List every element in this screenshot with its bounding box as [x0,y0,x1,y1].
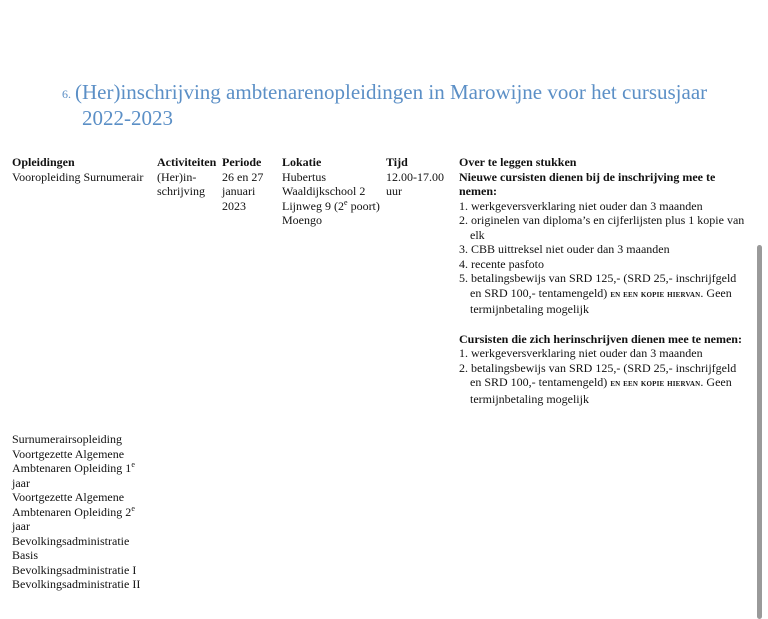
column-activiteiten [157,155,225,199]
lokatie-address-start: Lijnweg 9 (2 [282,198,344,213]
course-name: Bevolkingsadministratie I [12,562,137,577]
header-opleidingen: Opleidingen [12,155,75,169]
course-item [12,432,152,447]
list-item [459,271,749,317]
lokatie-superscript: e [344,197,348,207]
course-name: Bevolkingsadministratie II [12,577,141,591]
list-item: 3. CBB uittreksel niet ouder dan 3 maanden [459,242,670,256]
cell-opleiding: Vooropleiding Surnumerair [12,169,144,184]
payment-note: . Geen termijnbetaling mogelijk [470,285,732,316]
new-students-title: Nieuwe cursisten dienen bij de inschrijving mee te nemen: [459,169,716,198]
course-superscript: e [131,460,135,469]
lokatie-address-end: poort) [347,198,380,213]
payment-note: . Geen termijnbetaling mogelijk [470,375,732,406]
cell-periode-line-2: januari [222,184,256,198]
column-periode [222,155,282,213]
copy-emphasis: en een kopie hiervan [610,378,701,389]
column-tijd [386,155,456,199]
cell-activiteit-line-2: schrijving [157,184,205,198]
header-tijd: Tijd [386,155,408,169]
section-number: 6. [62,87,71,101]
course-name: Voortgezette Algemene Ambtenaren Opleiding 1 [12,446,132,475]
list-item: 1. werkgeversverklaring niet ouder dan 3 maanden [459,198,703,213]
list-item [459,361,749,407]
course-name: Surnumerairsopleiding [12,432,122,446]
section-heading [62,80,752,130]
column-opleidingen [12,155,157,184]
cell-periode-line-3: 2023 [222,198,246,213]
cell-lokatie-line-1: Hubertus [282,169,326,184]
course-item [12,577,152,592]
course-list [12,432,152,592]
copy-emphasis: en een kopie hiervan [610,288,701,300]
course-superscript: e [131,503,135,513]
course-suffix: jaar [12,519,30,533]
cell-lokatie-line-2: Waaldijkschool 2 [282,184,366,198]
cell-activiteit-line-1: (Her)in- [157,169,197,184]
new-students-list [459,199,749,317]
header-lokatie: Lokatie [282,155,322,169]
course-suffix: jaar [12,475,30,490]
course-name: Voortgezette Algemene Ambtenaren Opleiding 2 [12,490,132,519]
heading-line-1: (Her)inschrijving ambtenarenopleidingen in Marowijne voor het cursusjaar [75,80,708,104]
cell-tijd-line-2: uur [386,184,402,198]
list-item: 2. originelen van diploma’s en cijferlijsten plus 1 kopie van elk [459,213,745,242]
column-stukken [459,155,749,406]
cell-lokatie-line-3 [282,199,387,214]
course-item [12,447,152,491]
header-stukken: Over te leggen stukken [459,155,577,169]
list-item: 4. recente pasfoto [459,256,544,271]
column-lokatie [282,155,387,228]
cell-periode-line-1: 26 en 27 [222,169,264,184]
returning-students-list [459,346,749,406]
course-item [12,563,152,578]
course-item [12,534,152,563]
course-name: Bevolkingsadministratie Basis [12,533,130,562]
cell-lokatie-line-4: Moengo [282,213,322,227]
payment-proof-text: 2. betalingsbewijs van SRD 125,- (SRD 25,- inschrijfgeld en SRD 100,- tentamengeld) [459,360,737,389]
cell-tijd-line-1: 12.00-17.00 [386,169,444,184]
returning-students-title: Cursisten die zich herinschrijven dienen mee te nemen: [459,331,742,346]
payment-proof-text: 5. betalingsbewijs van SRD 125,- (SRD 25,- inschrijfgeld en SRD 100,- tentamengeld) [459,271,737,300]
vertical-scrollbar[interactable] [757,245,762,619]
heading-line-2: 2022-2023 [82,106,173,130]
course-item [12,490,152,534]
list-item: 1. werkgeversverklaring niet ouder dan 3 maanden [459,346,703,360]
header-activiteiten: Activiteiten [157,155,217,169]
header-periode: Periode [222,155,262,169]
